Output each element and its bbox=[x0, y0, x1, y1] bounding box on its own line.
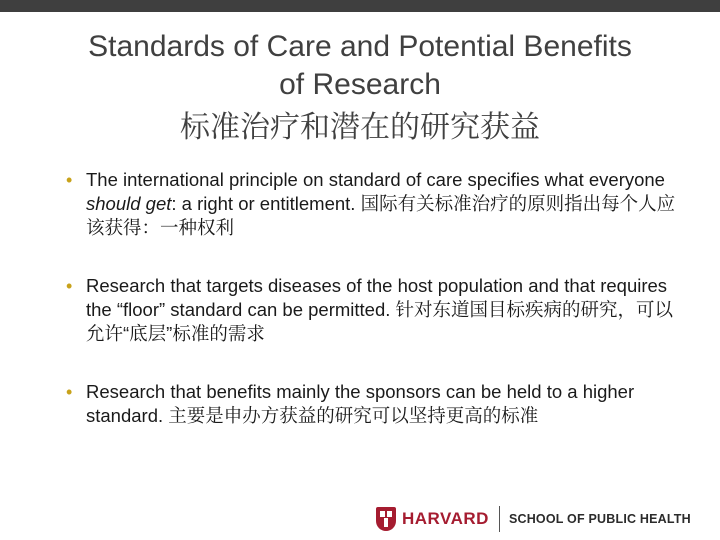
bullet-marker: • bbox=[66, 276, 73, 296]
slide-title bbox=[20, 28, 700, 150]
bullet-text: Research that targets diseases of the host population and that requires the “floor” standard can be permitted. 针对东道国目标疾病的研究，可以允许“底层”标准的需求 bbox=[86, 275, 674, 344]
logo-divider bbox=[499, 506, 500, 532]
title-chinese: 标准治疗和潜在的研究获益 bbox=[180, 111, 540, 144]
bullet-marker: • bbox=[66, 382, 73, 402]
logo-harvard-text: HARVARD bbox=[402, 509, 489, 528]
bullet-marker: • bbox=[66, 170, 73, 190]
harvard-sph-logo bbox=[376, 502, 691, 536]
shield-cross bbox=[384, 518, 388, 527]
bullet-text: Research that benefits mainly the sponsors can be held to a higher standard. 主要是申办方获益的研究可以坚持更高的标准 bbox=[86, 381, 635, 426]
bullet-item bbox=[62, 274, 682, 346]
bullet-list bbox=[62, 168, 682, 462]
title-english bbox=[20, 28, 700, 104]
logo-school-text: SCHOOL OF PUBLIC HEALTH bbox=[508, 512, 691, 526]
bullet-item bbox=[62, 380, 682, 428]
title-line-1: Standards of Care and Potential Benefits bbox=[88, 30, 632, 63]
bullet-text-part: The international principle on standard of care specifies what everyone bbox=[86, 169, 665, 190]
bullet-text-italic: should get bbox=[86, 193, 172, 214]
harvard-shield-icon bbox=[376, 507, 396, 531]
title-line-2: of Research bbox=[279, 68, 441, 101]
bullet-text-part: : a right or entitlement. 国际有关标准治疗的原则指出每个人应该获得：一种权利 bbox=[86, 193, 676, 238]
top-bar bbox=[0, 0, 720, 12]
bullet-item bbox=[62, 168, 682, 240]
